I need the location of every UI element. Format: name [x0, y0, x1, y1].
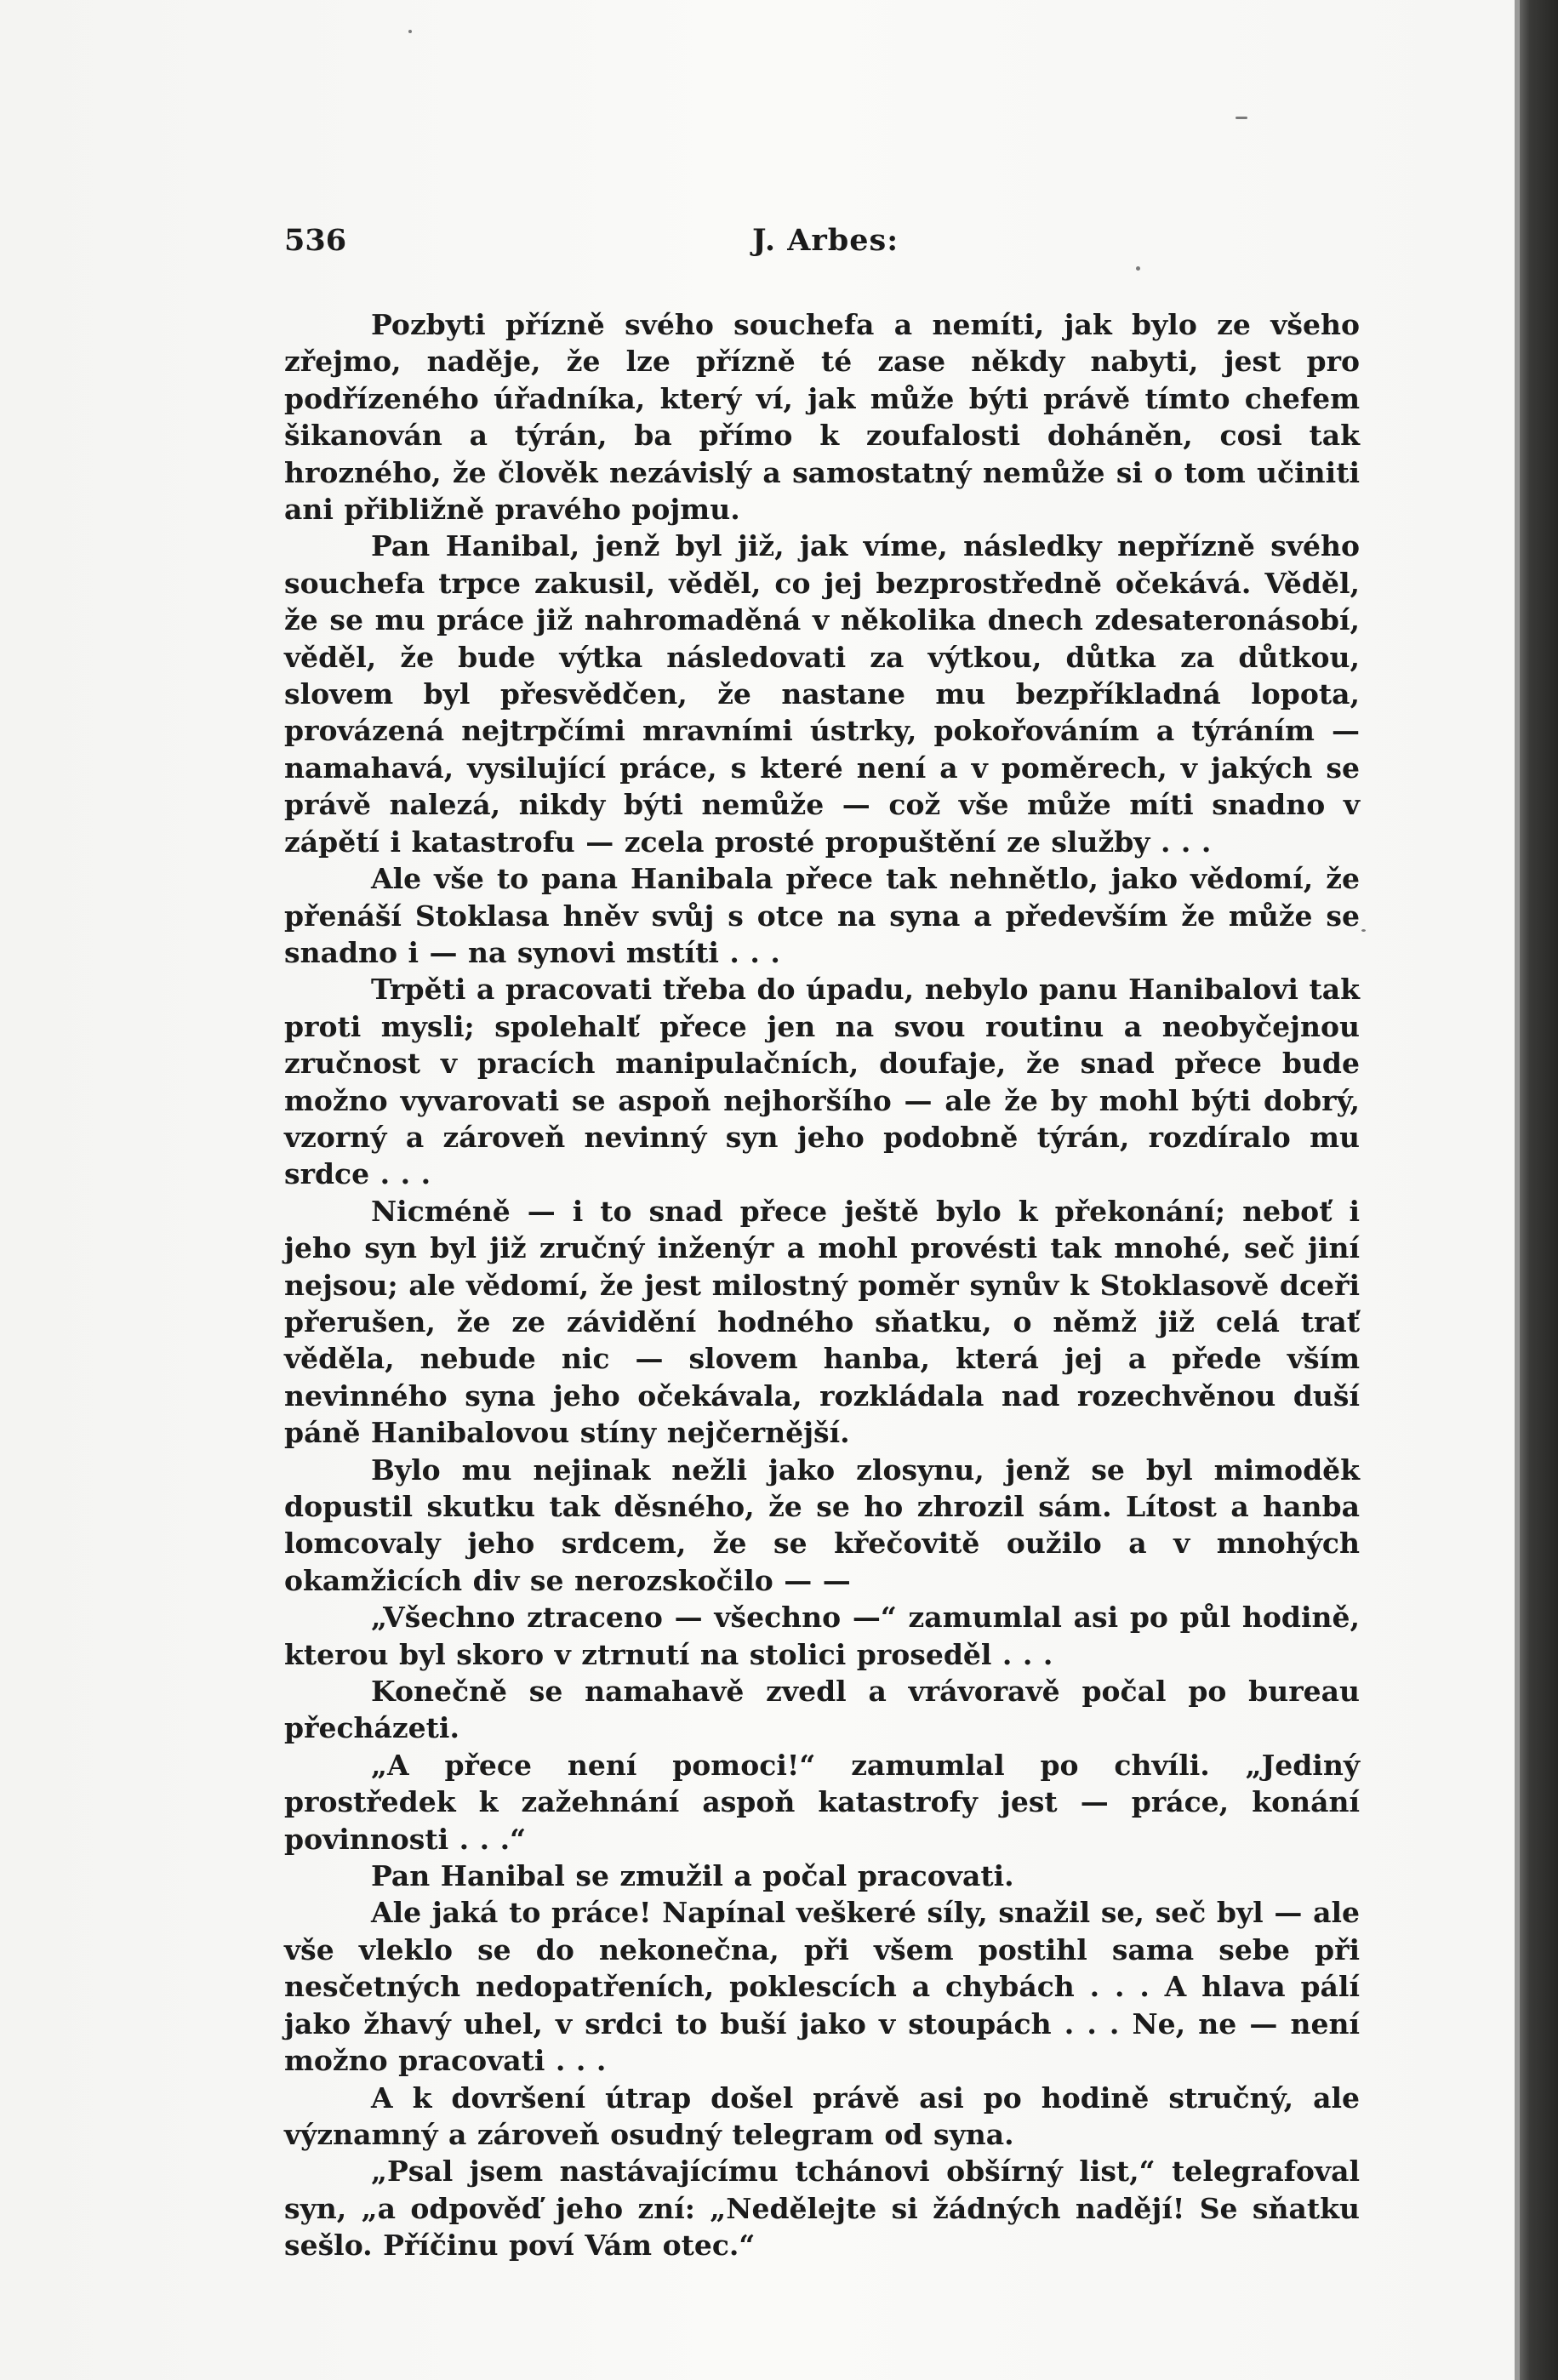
running-head: J. Arbes: — [752, 223, 899, 258]
paragraph: Pan Hanibal se zmužil a počal pracovati. — [371, 1859, 1014, 1893]
page-number: 536 — [284, 223, 347, 258]
paragraph: Ale vše to pana Hanibala přece tak nehnětlo, jako vědomí, že přenáší Stoklasa hněv svůj s otce na syna a především že může se snadno i — na synovi mstíti . . . — [284, 862, 1360, 969]
paragraph: Pan Hanibal, jenž byl již, jak víme, následky nepřízně svého souchefa trpce zakusil, věděl, co jej bezprostředně očekává. Věděl, že se mu práce již nahromaděná v několika dnech zdesateronásobí, věděl, že bude výtka následovati za výtkou, důtka za důtkou, slovem byl přesvědčen, že nastane mu bezpříkladná lopota, provázená nejtrpčími mravními ústrky, pokořováním a týráním — namahavá, vysilující práce, s které není a v poměrech, v jakých se právě nalezá, nikdy býti nemůže — což vše může míti snadno v zápětí i katastrofu — zcela prosté propuštění ze služby . . . — [284, 529, 1360, 859]
paper-speck — [408, 30, 412, 33]
paragraph: Trpěti a pracovati třeba do úpadu, nebylo panu Hanibalovi tak proti mysli; spolehalť přece jen na svou routinu a neobyčejnou zručnost v pracích manipulačních, doufaje, že snad přece bude možno vyvarovati se aspoň nejhoršího — ale že by mohl býti dobrý, vzorný a zároveň nevinný syn jeho podobně týrán, rozdíralo mu srdce . . . — [284, 973, 1360, 1191]
paragraph: „Všechno ztraceno — všechno —“ zamumlal asi po půl hodině, kterou byl skoro v ztrnutí na stolici proseděl . . . — [284, 1601, 1360, 1671]
paragraph: Pozbyti přízně svého souchefa a nemíti, jak bylo ze všeho zřejmo, naděje, že lze přízně té zase někdy nabyti, jest pro podřízeného úřadníka, který ví, jak může býti právě tímto chefem šikanován a týrán, ba přímo k zoufalosti doháněn, cosi tak hrozného, že člověk nezávislý a samostatný nemůže si o tom učiniti ani přibližně pravého pojmu. — [284, 308, 1360, 527]
paragraph: A k dovršení útrap došel právě asi po hodině stručný, ale významný a zároveň osudný telegram od syna. — [284, 2080, 1360, 2151]
paragraph: Konečně se namahavě zvedl a vrávoravě počal po bureau přecházeti. — [284, 1675, 1360, 1745]
paper-speck — [1361, 929, 1366, 932]
paragraph: „A přece není pomoci!“ zamumlal po chvíli. „Jediný prostředek k zažehnání aspoň katastrofy jest — práce, konání povinnosti . . .“ — [284, 1748, 1360, 1856]
paragraph: Ale jaká to práce! Napínal veškeré síly, snažil se, seč byl — ale vše vleklo se do nekonečna, při všem postihl sama sebe při nesčetných nedopatřeních, poklescích a chybách . . . A hlava pálí jako žhavý uhel, v srdci to buší jako v stoupách . . . Ne, ne — není možno pracovati . . . — [284, 1896, 1360, 2078]
spine-edge — [1515, 0, 1520, 2380]
paragraph: Bylo mu nejinak nežli jako zlosynu, jenž se byl mimoděk dopustil skutku tak děsného, že se ho zhrozil sám. Lítost a hanba lomcovaly jeho srdcem, že se křečovitě oužilo a v mnohých okamžicích div se nerozskočilo — — — [284, 1453, 1360, 1597]
paper-speck — [1236, 117, 1247, 119]
page-header — [284, 223, 1360, 264]
paragraph: Nicméně — i to snad přece ještě bylo k překonání; neboť i jeho syn byl již zručný inženýr a mohl provésti tak mnohé, seč jiní nejsou; ale vědomí, že jest milostný poměr synův k Stoklasově dceři přerušen, že ze závidění hodného sňatku, o němž již celá trať věděla, nebude nic — slovem hanba, která jej a přede vším nevinného syna jeho očekávala, rozkládala nad rozechvěnou duší páně Hanibalovou stíny nejčernější. — [284, 1194, 1360, 1450]
paper-speck — [1136, 266, 1140, 271]
paragraph: „Psal jsem nastávajícímu tchánovi obšírný list,“ telegrafoval syn, „a odpověď jeho zní: „Nedělejte si žádných nadějí! Se sňatku sešlo. Příčinu poví Vám otec.“ — [284, 2155, 1360, 2263]
book-spine-shadow — [1515, 0, 1558, 2380]
body-text — [284, 306, 1360, 2264]
